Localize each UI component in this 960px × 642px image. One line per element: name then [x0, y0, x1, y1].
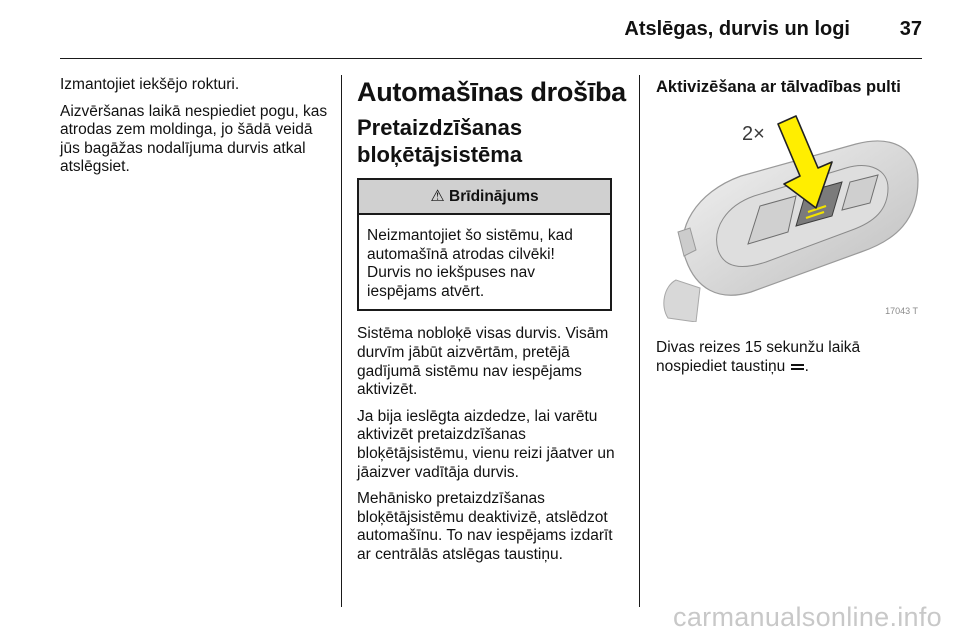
- instruction-end: .: [804, 357, 809, 375]
- section-heading: Automašīnas drošība: [357, 77, 626, 107]
- warning-triangle-icon: ⚠: [430, 188, 445, 205]
- paragraph: Izmantojiet iekšējo rokturi.: [60, 76, 240, 93]
- chapter-title: Atslēgas, durvis un logi: [624, 18, 850, 40]
- instruction-paragraph: [656, 339, 922, 376]
- page-number: 37: [899, 18, 922, 40]
- paragraph: Ja bija ieslēgta aizdedze, lai varētu aktivizēt pretaizdzīšanas bloķētājsistēmu, vienu reizi jāatver un jāaizver vadītāja durvis.: [357, 407, 615, 481]
- column-1: [60, 76, 330, 185]
- paragraph: Aizvēršanas laikā nespiediet pogu, kas atrodas zem moldinga, jo šādā veidā jūs bagāžas nodalījuma durvis atkal atslēgsiet.: [60, 102, 328, 176]
- watermark: carmanualsonline.info: [673, 602, 942, 632]
- remote-key-figure: [656, 110, 922, 322]
- warning-title: Brīdinājums: [449, 188, 539, 205]
- paragraph: Sistēma nobloķē visas durvis. Visām durvīm jābūt aizvērtām, pretējā gadījumā sistēmu nav iespējams aktivizēt.: [357, 325, 609, 399]
- subsection-heading: Pretaizdzīšanas bloķētājsistēma: [357, 115, 523, 167]
- subsection-heading: Aktivizēšana ar tālvadības pulti: [656, 78, 901, 96]
- column-divider-1: [341, 75, 342, 607]
- lock-button-icon: [791, 364, 804, 370]
- warning-header: [359, 180, 610, 215]
- instruction-text: Divas reizes 15 sekunžu laikā nospiediet taustiņu: [656, 339, 861, 375]
- press-count-label: 2×: [742, 123, 765, 145]
- header-rule: [60, 58, 922, 59]
- column-3: [656, 76, 922, 384]
- warning-box: [357, 178, 612, 311]
- figure-code: 17043 T: [885, 306, 918, 316]
- column-divider-2: [639, 75, 640, 607]
- paragraph: Mehānisko pretaizdzīšanas bloķētājsistēmu deaktivizē, atslēdzot automašīnu. To nav iespējams izdarīt ar centrālās atslēgas taustiņu.: [357, 490, 613, 563]
- warning-text: Neizmantojiet šo sistēmu, kad automašīnā atrodas cilvēki! Durvis no iekšpuses nav iespējams atvērt.: [367, 227, 573, 300]
- column-2: [357, 76, 627, 573]
